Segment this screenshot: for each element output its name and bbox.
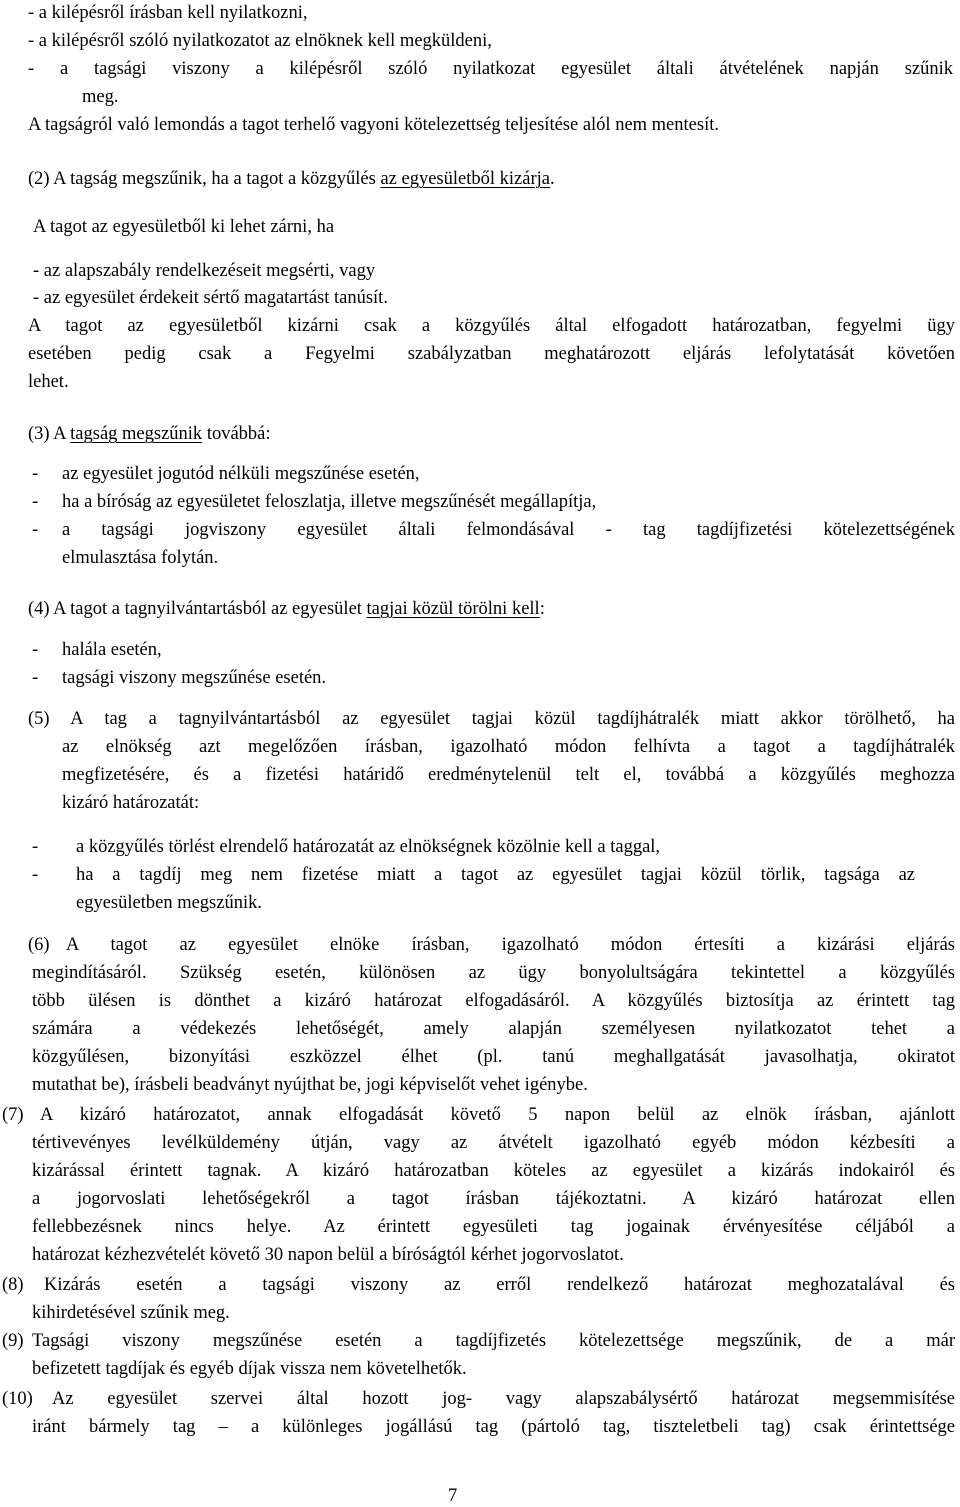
p5-item-dash: -	[32, 837, 39, 857]
p5-item: ha a tagdíj meg nem fizetése miatt a tagot az egyesület tagjai közül törlik, tagsága az	[76, 865, 915, 885]
p4-item: halála esetén,	[62, 640, 162, 660]
p5-line: kizáró határozatát:	[62, 793, 200, 813]
p3-item-dash: -	[32, 464, 39, 484]
p8-line: Kizárás esetén a tagsági viszony az erről rendelkező határozat meghozatalával és	[44, 1275, 955, 1295]
intro-list-item: - a kilépésről írásban kell nyilatkozni,	[28, 3, 308, 23]
p3-item: ha a bíróság az egyesületet feloszlatja, illetve megszűnését megállapítja,	[62, 492, 597, 512]
p6-line: mutathat be), írásbeli beadványt nyújthat be, jogi képviselőt vehet igénybe.	[32, 1075, 588, 1095]
p5-line: az elnökség azt megelőzően írásban, igazolható módon felhívta a tagot a tagdíjhátralék	[62, 737, 955, 757]
p10-label: (10)	[2, 1389, 33, 1409]
p7-label: (7)	[2, 1105, 24, 1125]
p2-suffix: .	[549, 169, 555, 189]
p4-underlined: tagjai közül törölni kell	[366, 599, 540, 619]
p5-line: (5) A tag a tagnyilvántartásból az egyesület tagjai közül tagdíjhátralék miatt akkor törölhető, ha	[28, 709, 955, 729]
p3-prefix: (3) A	[28, 424, 71, 444]
p6-line: közgyűlésen, bizonyítási eszközzel élhet (pl. tanú meghallgatását javasolhatja, okiratot	[32, 1047, 955, 1067]
p2-exclusion-intro: A tagot az egyesületből ki lehet zárni, ha	[33, 217, 335, 237]
p9-line: Tagsági viszony megszűnése esetén a tagdíjfizetés kötelezettsége megszűnik, de a már	[32, 1331, 955, 1351]
p2-exclusion-item: - az egyesület érdekeit sértő magatartást tanúsít.	[33, 288, 388, 308]
p9-line: befizetett tagdíjak és egyéb díjak vissza nem követelhetők.	[32, 1359, 467, 1379]
p2-detail-line: A tagot az egyesületből kizárni csak a közgyűlés által elfogadott határozatban, fegyelmi ügy	[28, 316, 955, 336]
p4-item: tagsági viszony megszűnése esetén.	[62, 668, 327, 688]
p4-item-dash: -	[32, 668, 39, 688]
paragraph-3-heading	[28, 423, 271, 445]
p3-underlined: tagság megszűnik	[70, 424, 203, 444]
p7-line: kizárással érintett tagnak. A kizáró határozatban köteles az egyesület a kizárás indokairól és	[32, 1161, 955, 1181]
p7-line: fellebbezésnek nincs helye. Az érintett egyesületi tag jogainak érvényesítése céljából a	[32, 1217, 955, 1237]
paragraph-2-heading	[28, 168, 555, 190]
p6-line: számára a védekezés lehetőségét, amely alapján személyesen nyilatkozatot tehet a	[32, 1019, 955, 1039]
p10-line: iránt bármely tag – a különleges jogállású tag (pártoló tag, tiszteletbeli tag) csak érintettsége	[32, 1417, 955, 1437]
p4-prefix: (4) A tagot a tagnyilvántartásból az egyesület	[28, 599, 367, 619]
intro-list-item: - a tagsági viszony a kilépésről szóló nyilatkozat egyesület általi átvételének napján szűnik	[28, 59, 953, 79]
p3-item: elmulasztása folytán.	[62, 548, 219, 568]
p3-item-dash: -	[32, 492, 39, 512]
p6-line: A tagot az egyesület elnöke írásban, igazolható módon értesíti a kizárási eljárás	[66, 935, 955, 955]
p2-underlined: az egyesületből kizárja	[380, 169, 550, 189]
p9-label: (9)	[2, 1331, 24, 1351]
p6-line: több ülésen is dönthet a kizáró határozat elfogadásáról. A közgyűlés biztosítja az érintett tag	[32, 991, 955, 1011]
p4-suffix: :	[539, 599, 545, 619]
p3-item: a tagsági jogviszony egyesület általi felmondásával - tag tagdíjfizetési kötelezettségének	[62, 520, 955, 540]
intro-note: A tagságról való lemondás a tagot terhelő vagyoni kötelezettség teljesítése alól nem mentesít.	[28, 115, 719, 135]
p7-line: tértivevényes levélküldemény útján, vagy az átvételt igazolható egyéb módon kézbesíti a	[32, 1133, 955, 1153]
p5-item: egyesületben megszűnik.	[76, 893, 262, 913]
p4-item-dash: -	[32, 640, 39, 660]
p5-line: megfizetésére, és a fizetési határidő eredménytelenül telt el, továbbá a közgyűlés meghozza	[62, 765, 955, 785]
intro-list-item: - a kilépésről szóló nyilatkozatot az elnöknek kell megküldeni,	[28, 31, 492, 51]
p7-line: határozat kézhezvételét követő 30 napon belül a bíróságtól kérhet jogorvoslatot.	[32, 1245, 624, 1265]
p3-suffix: továbbá:	[202, 424, 271, 444]
p2-prefix: (2) A tagság megszűnik, ha a tagot a közgyűlés	[28, 169, 381, 189]
paragraph-4-heading	[28, 598, 545, 620]
p2-exclusion-item: - az alapszabály rendelkezéseit megsérti, vagy	[33, 261, 376, 281]
p2-detail-line: esetében pedig csak a Fegyelmi szabályzatban meghatározott eljárás lefolytatását követően	[28, 344, 955, 364]
p3-item-dash: -	[32, 520, 39, 540]
page-number: 7	[448, 1485, 458, 1506]
p3-item: az egyesület jogutód nélküli megszűnése esetén,	[62, 464, 420, 484]
p7-line: A kizáró határozatot, annak elfogadását követő 5 napon belül az elnök írásban, ajánlott	[40, 1105, 955, 1125]
p5-item-dash: -	[32, 865, 39, 885]
p5-item: a közgyűlés törlést elrendelő határozatát az elnökségnek közölnie kell a taggal,	[76, 837, 661, 857]
p6-line: megindításáról. Szükség esetén, különösen az ügy bonyolultságára tekintettel a közgyűlés	[32, 963, 955, 983]
p7-line: a jogorvoslati lehetőségekről a tagot írásban tájékoztatni. A kizáró határozat ellen	[32, 1189, 955, 1209]
p6-label: (6)	[28, 935, 50, 955]
p8-line: kihirdetésével szűnik meg.	[32, 1303, 230, 1323]
p8-label: (8)	[2, 1275, 24, 1295]
p2-detail-line: lehet.	[28, 372, 69, 392]
intro-list-item: meg.	[82, 87, 119, 107]
p10-line: Az egyesület szervei által hozott jog- vagy alapszabálysértő határozat megsemmisítése	[52, 1389, 955, 1409]
